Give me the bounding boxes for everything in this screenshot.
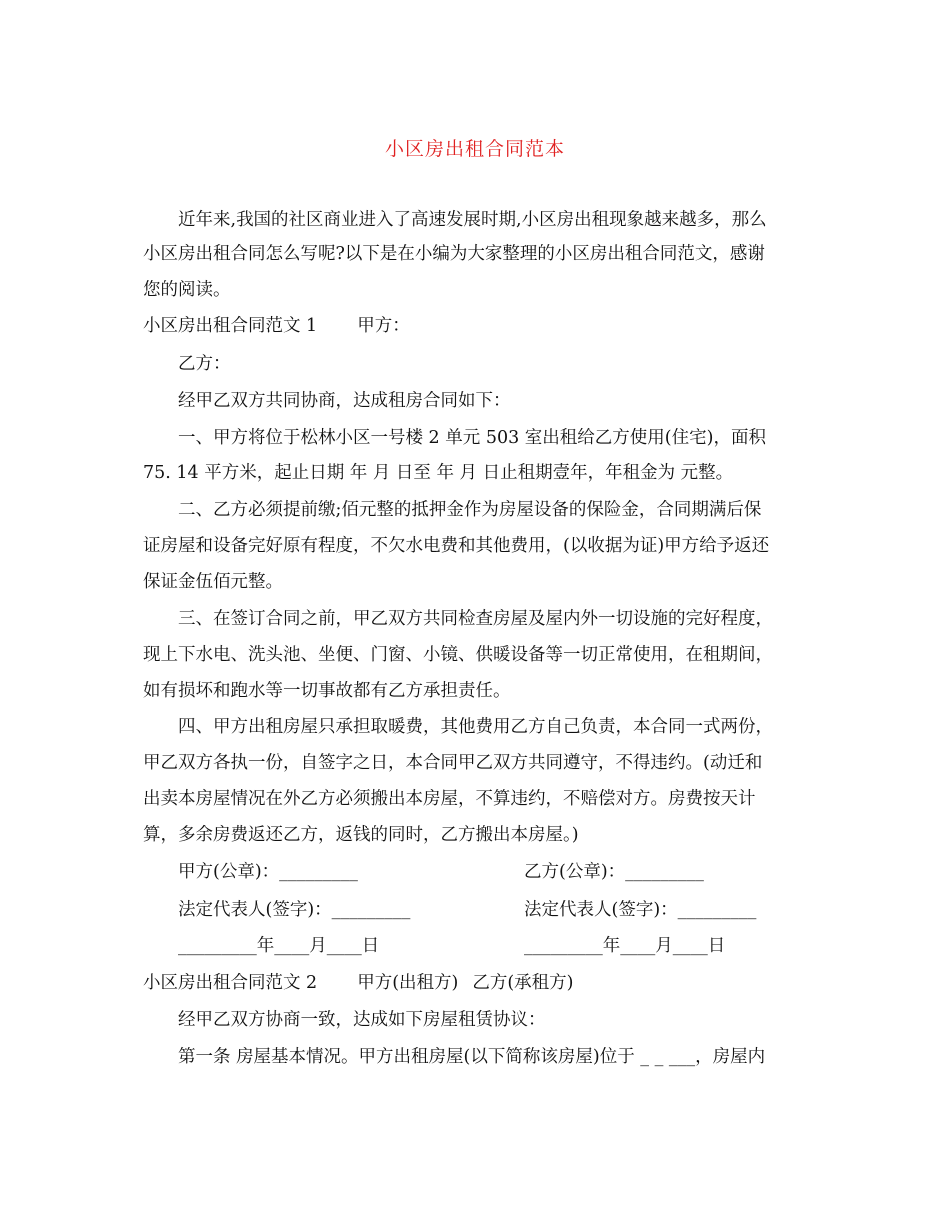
clause-2-line: 证房屋和设备完好原有程度，不欠水电费和其他费用，(以收据为证)甲方给予返还 (143, 536, 770, 556)
document-title: 小区房出租合同范本 (384, 138, 565, 160)
intro-line: 近年来,我国的社区商业进入了高速发展时期,小区房出租现象越来越多，那么 (178, 210, 767, 230)
lessor-label: 甲方(出租方) (357, 973, 459, 993)
party-a-seal-field: 甲方(公章)：_________ (178, 862, 358, 882)
agreement-preamble: 经甲乙双方协商一致，达成如下房屋租赁协议： (178, 1010, 546, 1030)
sample2-heading-row (143, 971, 574, 995)
clause-4-line: 算，多余房费返还乙方，返钱的同时，乙方搬出本房屋。) (143, 825, 579, 845)
article-1-line: 第一条 房屋基本情况。甲方出租房屋(以下简称该房屋)位于 _ _ ___，房屋内 (178, 1047, 766, 1067)
clause-3-line: 现上下水电、洗头池、坐便、门窗、小镜、供暖设备等一切正常使用，在租期间， (143, 645, 773, 665)
sample1-heading-row (143, 314, 410, 338)
clause-3-line: 如有损坏和跑水等一切事故都有乙方承担责任。 (143, 681, 511, 701)
clause-4-line: 出卖本房屋情况在外乙方必须搬出本房屋，不算违约，不赔偿对方。房费按天计 (143, 789, 756, 809)
clause-1-line: 75. 14 平方米，起止日期 年 月 日至 年 月 日止租期壹年，年租金为 元整。 (143, 463, 734, 483)
clause-1-line: 一、甲方将位于松林小区一号楼 2 单元 503 室出租给乙方使用(住宅)，面积 (178, 428, 766, 448)
party-b-label: 乙方： (178, 354, 231, 374)
party-a-label: 甲方： (357, 316, 410, 336)
party-a-representative-field: 法定代表人(签字)：_________ (178, 900, 411, 920)
party-b-seal-field: 乙方(公章)：_________ (524, 862, 704, 882)
lessee-label: 乙方(承租方) (472, 973, 574, 993)
party-b-date-field: _________年____月____日 (524, 936, 726, 956)
clause-4-line: 甲乙双方各执一份，自签字之日，本合同甲乙双方共同遵守，不得违约。(动迁和 (143, 753, 763, 773)
party-a-date-field: _________年____月____日 (178, 936, 380, 956)
sample1-heading: 小区房出租合同范文 1 (143, 316, 318, 336)
clause-4-line: 四、甲方出租房屋只承担取暖费，其他费用乙方自己负责，本合同一式两份， (178, 717, 773, 737)
intro-line: 您的阅读。 (143, 280, 231, 300)
clause-2-line: 保证金伍佰元整。 (143, 572, 283, 592)
clause-3-line: 三、在签订合同之前，甲乙双方共同检查房屋及屋内外一切设施的完好程度， (178, 609, 773, 629)
sample2-heading: 小区房出租合同范文 2 (143, 973, 318, 993)
party-b-representative-field: 法定代表人(签字)：_________ (524, 900, 757, 920)
intro-line: 小区房出租合同怎么写呢?以下是在小编为大家整理的小区房出租合同范文，感谢 (143, 244, 765, 264)
contract-preamble: 经甲乙双方共同协商，达成租房合同如下： (178, 391, 511, 411)
clause-2-line: 二、乙方必须提前缴;佰元整的抵押金作为房屋设备的保险金，合同期满后保 (178, 500, 762, 520)
